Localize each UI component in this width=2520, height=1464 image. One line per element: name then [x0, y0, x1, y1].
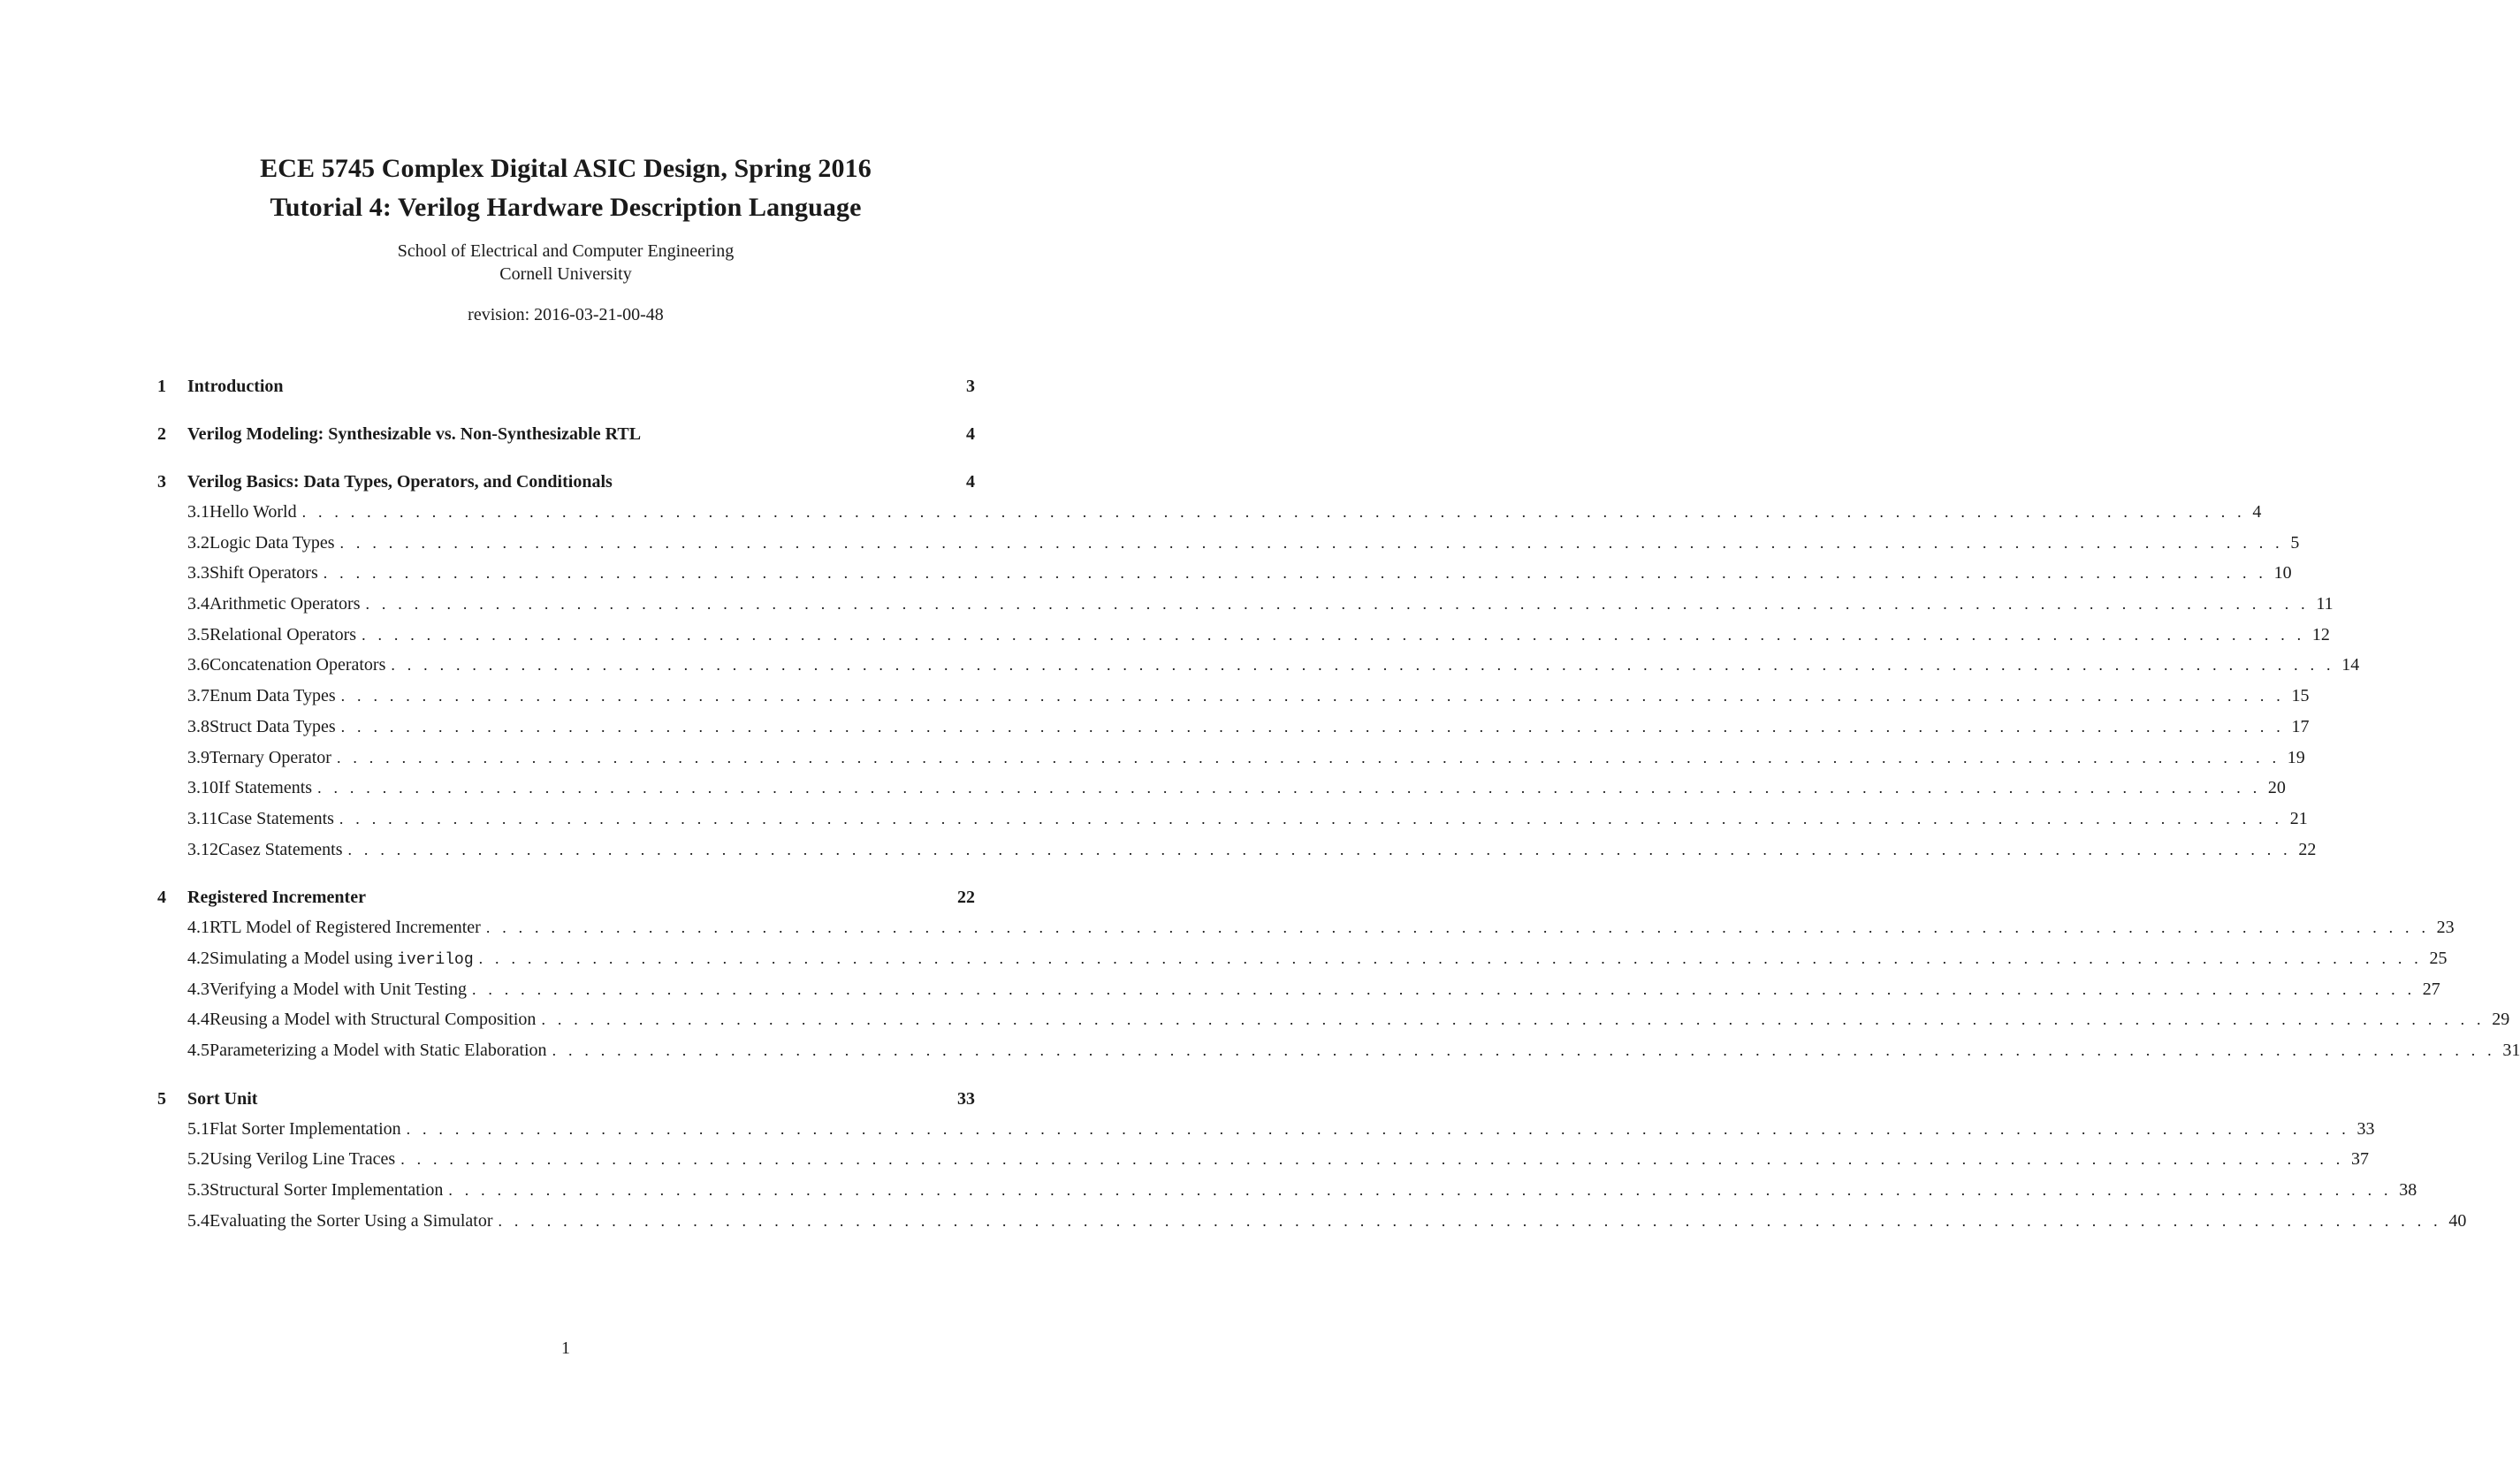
toc-entry-number: 3.8	[187, 716, 209, 736]
toc-leader-dots: . . . . . . . . . . . . . . . . . . . . . . . . . . . . . . . . . . . . . . . . . . . . . . . . . . . . . . . . . . . . . . . . . . . . . . . . . . . . . . . . . . . . . . . . . . . . . . . . . . . . . . . . . . . . . . . . . . . . . . . .	[471, 980, 2416, 998]
toc-section-page: 4	[966, 424, 975, 444]
toc-entry-title-text: Flat Sorter Implementation	[209, 1118, 401, 1139]
toc-entry-page: 4	[2252, 502, 2262, 522]
toc-leader-dots: . . . . . . . . . . . . . . . . . . . . . . . . . . . . . . . . . . . . . . . . . . . . . . . . . . . . . . . . . . . . . . . . . . . . . . . . . . . . . . . . . . . . . . . . . . . . . . . . . . . . . . . . . . . . . . . . . . . . . . . .	[339, 809, 2283, 827]
toc-section-number: 5	[157, 1088, 166, 1109]
toc-leader-dots: . . . . . . . . . . . . . . . . . . . . . . . . . . . . . . . . . . . . . . . . . . . . . . . . . . . . . . . . . . . . . . . . . . . . . . . . . . . . . . . . . . . . . . . . . . . . . . . . . . . . . . . . . . . . . . . . . . . . . . . .	[448, 1181, 2393, 1200]
toc-entry-title	[209, 912, 486, 943]
toc-entry-title-text: Ternary Operator	[209, 747, 331, 767]
toc-entry-title	[209, 712, 341, 743]
toc-entry-title	[209, 681, 341, 712]
toc-entry[interactable]	[157, 804, 2308, 835]
toc-entry-title-text: Evaluating the Sorter Using a Simulator	[209, 1210, 493, 1231]
toc-entry-title	[209, 558, 324, 589]
affiliation-university: Cornell University	[499, 264, 632, 284]
toc-entry[interactable]	[157, 589, 2333, 620]
toc-entry-title-text: Structural Sorter Implementation	[209, 1180, 444, 1201]
toc-entry-title-text: Arithmetic Operators	[209, 594, 361, 614]
toc-entry-number: 5.3	[187, 1180, 209, 1201]
toc-entry[interactable]	[157, 1144, 2369, 1175]
toc-entry-page: 17	[2291, 716, 2310, 736]
toc-section-number: 1	[157, 377, 166, 396]
toc-entry-title-text: Using Verilog Line Traces	[209, 1149, 396, 1170]
toc-entry[interactable]	[157, 1004, 2510, 1035]
toc-entry-title-text: Simulating a Model using	[209, 948, 393, 968]
table-of-contents	[157, 371, 2520, 1236]
toc-entry-page: 27	[2422, 979, 2440, 999]
toc-entry[interactable]	[157, 650, 2360, 681]
toc-leader-dots: . . . . . . . . . . . . . . . . . . . . . . . . . . . . . . . . . . . . . . . . . . . . . . . . . . . . . . . . . . . . . . . . . . . . . . . . . . . . . . . . . . . . . . . . . . . . . . . . . . . . . . . . . . . . . . . . . . . . . . . .	[323, 564, 2267, 583]
toc-entry[interactable]	[157, 620, 2330, 651]
toc-entry-title	[209, 743, 337, 774]
toc-section-title: Sort Unit	[187, 1088, 258, 1109]
toc-section[interactable]	[157, 371, 975, 401]
toc-entry-page: 14	[2341, 655, 2360, 675]
toc-entry-number: 5.1	[187, 1118, 209, 1139]
toc-gap	[157, 1066, 975, 1084]
toc-entry-title-text: Parameterizing a Model with Static Elaboration	[209, 1041, 547, 1060]
toc-entry-title	[209, 943, 479, 976]
toc-entry[interactable]	[157, 1206, 2467, 1237]
document-subtitle: Tutorial 4: Verilog Hardware Description Language	[270, 193, 862, 222]
toc-section[interactable]	[157, 882, 975, 912]
toc-entry-title	[209, 1035, 552, 1066]
toc-entry-title-text: Concatenation Operators	[209, 655, 386, 675]
toc-section[interactable]	[157, 467, 975, 497]
toc-section-page: 33	[957, 1088, 975, 1109]
toc-leader-dots: . . . . . . . . . . . . . . . . . . . . . . . . . . . . . . . . . . . . . . . . . . . . . . . . . . . . . . . . . . . . . . . . . . . . . . . . . . . . . . . . . . . . . . . . . . . . . . . . . . . . . . . . . . . . . . . . . . . . . . . .	[340, 687, 2285, 705]
document-title: ECE 5745 Complex Digital ASIC Design, Spring 2016	[260, 154, 872, 183]
toc-entry-number: 5.4	[187, 1210, 209, 1231]
toc-leader-dots: . . . . . . . . . . . . . . . . . . . . . . . . . . . . . . . . . . . . . . . . . . . . . . . . . . . . . . . . . . . . . . . . . . . . . . . . . . . . . . . . . . . . . . . . . . . . . . . . . . . . . . . . . . . . . . . . . . . . . . . .	[498, 1211, 2442, 1230]
toc-entry-title	[209, 528, 340, 559]
toc-entry-title-text: Shift Operators	[209, 563, 318, 583]
toc-entry-page: 37	[2351, 1149, 2369, 1170]
toc-entry-number: 3.10	[187, 778, 218, 798]
toc-entry-page: 21	[2289, 808, 2308, 828]
toc-section-title: Introduction	[187, 377, 284, 396]
toc-section-number: 3	[157, 472, 166, 492]
toc-entry[interactable]	[157, 558, 2292, 589]
toc-entry[interactable]	[157, 1035, 2520, 1066]
toc-entry-page: 19	[2287, 747, 2305, 767]
toc-entry-page: 15	[2291, 686, 2310, 706]
toc-entry-title-text: Struct Data Types	[209, 716, 336, 736]
toc-entry-title	[218, 835, 348, 865]
toc-entry-number: 3.3	[187, 563, 209, 583]
toc-leader-dots: . . . . . . . . . . . . . . . . . . . . . . . . . . . . . . . . . . . . . . . . . . . . . . . . . . . . . . . . . . . . . . . . . . . . . . . . . . . . . . . . . . . . . . . . . . . . . . . . . . . . . . . . . . . . . . . . . . . . . . . .	[336, 748, 2280, 766]
toc-entry-title-text: Verifying a Model with Unit Testing	[209, 979, 467, 999]
toc-section-title: Registered Incrementer	[187, 888, 366, 908]
toc-leader-dots: . . . . . . . . . . . . . . . . . . . . . . . . . . . . . . . . . . . . . . . . . . . . . . . . . . . . . . . . . . . . . . . . . . . . . . . . . . . . . . . . . . . . . . . . . . . . . . . . . . . . . . . . . . . . . . . . . . . . . . . .	[362, 625, 2305, 644]
toc-section-number: 2	[157, 424, 166, 444]
toc-entry-title	[209, 1144, 400, 1175]
toc-section[interactable]	[157, 419, 975, 449]
toc-entry-title	[209, 1114, 407, 1145]
toc-entry-title	[209, 589, 366, 620]
toc-entry-number: 5.2	[187, 1149, 209, 1170]
toc-leader-dots: . . . . . . . . . . . . . . . . . . . . . . . . . . . . . . . . . . . . . . . . . . . . . . . . . . . . . . . . . . . . . . . . . . . . . . . . . . . . . . . . . . . . . . . . . . . . . . . . . . . . . . . . . . . . . . . . . . . . . . . .	[365, 595, 2310, 614]
toc-entry-code: iverilog	[397, 950, 474, 969]
toc-entry-page: 25	[2429, 948, 2448, 968]
toc-entry-number: 3.11	[187, 808, 218, 828]
toc-entry[interactable]	[157, 773, 2286, 804]
toc-entry[interactable]	[157, 1175, 2417, 1206]
toc-gap	[157, 449, 975, 467]
toc-entry-number: 3.6	[187, 655, 209, 675]
toc-entry-page: 5	[2290, 532, 2300, 553]
toc-entry-number: 3.7	[187, 686, 209, 706]
toc-entry-page: 12	[2311, 624, 2330, 644]
toc-entry-number: 4.1	[187, 918, 209, 938]
toc-entry[interactable]	[157, 974, 2440, 1005]
toc-entry-title	[209, 620, 362, 651]
toc-entry-page: 20	[2267, 778, 2286, 798]
toc-entry-title	[209, 1206, 499, 1237]
toc-entry[interactable]	[157, 835, 2317, 865]
toc-entry-number: 3.2	[187, 532, 209, 553]
toc-entry[interactable]	[157, 712, 2310, 743]
toc-entry-number: 3.9	[187, 747, 209, 767]
toc-entry[interactable]	[157, 1114, 2375, 1145]
revision-line: revision: 2016-03-21-00-48	[468, 305, 664, 324]
toc-leader-dots: . . . . . . . . . . . . . . . . . . . . . . . . . . . . . . . . . . . . . . . . . . . . . . . . . . . . . . . . . . . . . . . . . . . . . . . . . . . . . . . . . . . . . . . . . . . . . . . . . . . . . . . . . . . . . . . . . . . . . . . .	[400, 1150, 2344, 1169]
toc-section-title: Verilog Basics: Data Types, Operators, and Conditionals	[187, 472, 613, 492]
toc-entry-page: 40	[2448, 1210, 2467, 1231]
affiliation-school: School of Electrical and Computer Engineering	[397, 241, 735, 261]
toc-section-title: Verilog Modeling: Synthesizable vs. Non-Synthesizable RTL	[187, 424, 642, 444]
toc-leader-dots: . . . . . . . . . . . . . . . . . . . . . . . . . . . . . . . . . . . . . . . . . . . . . . . . . . . . . . . . . . . . . . . . . . . . . . . . . . . . . . . . . . . . . . . . . . . . . . . . . . . . . . . . . . . . . . . . . . . . . . . .	[485, 919, 2430, 937]
toc-leader-dots: . . . . . . . . . . . . . . . . . . . . . . . . . . . . . . . . . . . . . . . . . . . . . . . . . . . . . . . . . . . . . . . . . . . . . . . . . . . . . . . . . . . . . . . . . . . . . . . . . . . . . . . . . . . . . . . . . . . . . . . .	[478, 949, 2423, 967]
toc-entry-title-text: Logic Data Types	[209, 532, 335, 553]
toc-entry[interactable]	[157, 681, 2310, 712]
toc-entry-number: 4.5	[187, 1041, 209, 1060]
toc-leader-dots: . . . . . . . . . . . . . . . . . . . . . . . . . . . . . . . . . . . . . . . . . . . . . . . . . . . . . . . . . . . . . . . . . . . . . . . . . . . . . . . . . . . . . . . . . . . . . . . . . . . . . . . . . . . . . . . . . . . . . . . .	[406, 1119, 2350, 1138]
toc-entry[interactable]	[157, 943, 2448, 974]
toc-entry-page: 31	[2502, 1041, 2520, 1060]
toc-entry-number: 3.12	[187, 839, 218, 859]
toc-entry-number: 3.5	[187, 624, 209, 644]
toc-gap	[157, 865, 975, 882]
page-number: 1	[561, 1338, 570, 1358]
toc-leader-dots: . . . . . . . . . . . . . . . . . . . . . . . . . . . . . . . . . . . . . . . . . . . . . . . . . . . . . . . . . . . . . . . . . . . . . . . . . . . . . . . . . . . . . . . . . . . . . . . . . . . . . . . . . . . . . . . . . . . . . . . .	[301, 503, 2246, 521]
toc-entry-number: 4.2	[187, 948, 209, 968]
toc-leader-dots: . . . . . . . . . . . . . . . . . . . . . . . . . . . . . . . . . . . . . . . . . . . . . . . . . . . . . . . . . . . . . . . . . . . . . . . . . . . . . . . . . . . . . . . . . . . . . . . . . . . . . . . . . . . . . . . . . . . . . . . .	[541, 1010, 2486, 1029]
toc-entry-number: 4.4	[187, 1010, 209, 1030]
toc-entry-number: 3.4	[187, 594, 209, 614]
toc-entry-page: 10	[2273, 563, 2292, 583]
toc-entry-page: 33	[2356, 1118, 2375, 1139]
toc-entry-title-text: Enum Data Types	[209, 686, 336, 706]
toc-leader-dots: . . . . . . . . . . . . . . . . . . . . . . . . . . . . . . . . . . . . . . . . . . . . . . . . . . . . . . . . . . . . . . . . . . . . . . . . . . . . . . . . . . . . . . . . . . . . . . . . . . . . . . . . . . . . . . . . . . . . . . . .	[391, 656, 2335, 675]
toc-entry-title	[217, 804, 339, 835]
toc-entry-title-text: Relational Operators	[209, 624, 357, 644]
toc-entry[interactable]	[157, 528, 2300, 559]
toc-entry[interactable]	[157, 743, 2305, 774]
toc-entry-title	[209, 1175, 448, 1206]
toc-entry-title	[209, 497, 302, 528]
toc-leader-dots: . . . . . . . . . . . . . . . . . . . . . . . . . . . . . . . . . . . . . . . . . . . . . . . . . . . . . . . . . . . . . . . . . . . . . . . . . . . . . . . . . . . . . . . . . . . . . . . . . . . . . . . . . . . . . . . . . . . . . . . .	[340, 717, 2285, 736]
toc-entry-title-text: If Statements	[218, 778, 313, 798]
toc-section[interactable]	[157, 1084, 975, 1114]
toc-entry-title	[218, 773, 317, 804]
toc-entry-title-text: Casez Statements	[218, 839, 343, 859]
toc-entry-page: 29	[2492, 1010, 2510, 1030]
toc-gap	[157, 401, 975, 419]
toc-entry-page: 23	[2436, 918, 2455, 938]
toc-section-page: 3	[966, 377, 975, 396]
toc-entry-page: 22	[2298, 839, 2317, 859]
toc-section-page: 22	[957, 888, 975, 908]
toc-section-page: 4	[966, 472, 975, 492]
toc-entry[interactable]	[157, 497, 2262, 528]
toc-entry-page: 38	[2399, 1180, 2417, 1201]
toc-entry-title-text: Hello World	[209, 502, 297, 522]
toc-entry-title	[209, 650, 391, 681]
toc-entry-title	[209, 974, 472, 1005]
toc-leader-dots: . . . . . . . . . . . . . . . . . . . . . . . . . . . . . . . . . . . . . . . . . . . . . . . . . . . . . . . . . . . . . . . . . . . . . . . . . . . . . . . . . . . . . . . . . . . . . . . . . . . . . . . . . . . . . . . . . . . . . . . .	[317, 779, 2261, 797]
toc-entry-number: 3.1	[187, 502, 209, 522]
toc-entry-number: 4.3	[187, 979, 209, 999]
toc-section-number: 4	[157, 888, 166, 908]
toc-leader-dots: . . . . . . . . . . . . . . . . . . . . . . . . . . . . . . . . . . . . . . . . . . . . . . . . . . . . . . . . . . . . . . . . . . . . . . . . . . . . . . . . . . . . . . . . . . . . . . . . . . . . . . . . . . . . . . . . . . . . . . . .	[339, 533, 2284, 552]
toc-entry-title	[209, 1004, 541, 1035]
toc-entry[interactable]	[157, 912, 2455, 943]
toc-leader-dots: . . . . . . . . . . . . . . . . . . . . . . . . . . . . . . . . . . . . . . . . . . . . . . . . . . . . . . . . . . . . . . . . . . . . . . . . . . . . . . . . . . . . . . . . . . . . . . . . . . . . . . . . . . . . . . . . . . . . . . . .	[347, 840, 2292, 858]
toc-entry-page: 11	[2316, 594, 2333, 614]
toc-entry-title-text: Reusing a Model with Structural Composition	[209, 1010, 537, 1030]
toc-entry-title-text: Case Statements	[217, 808, 334, 828]
toc-leader-dots: . . . . . . . . . . . . . . . . . . . . . . . . . . . . . . . . . . . . . . . . . . . . . . . . . . . . . . . . . . . . . . . . . . . . . . . . . . . . . . . . . . . . . . . . . . . . . . . . . . . . . . . . . . . . . . . . . . . . . . . .	[552, 1041, 2496, 1059]
toc-entry-title-text: RTL Model of Registered Incrementer	[209, 918, 481, 938]
